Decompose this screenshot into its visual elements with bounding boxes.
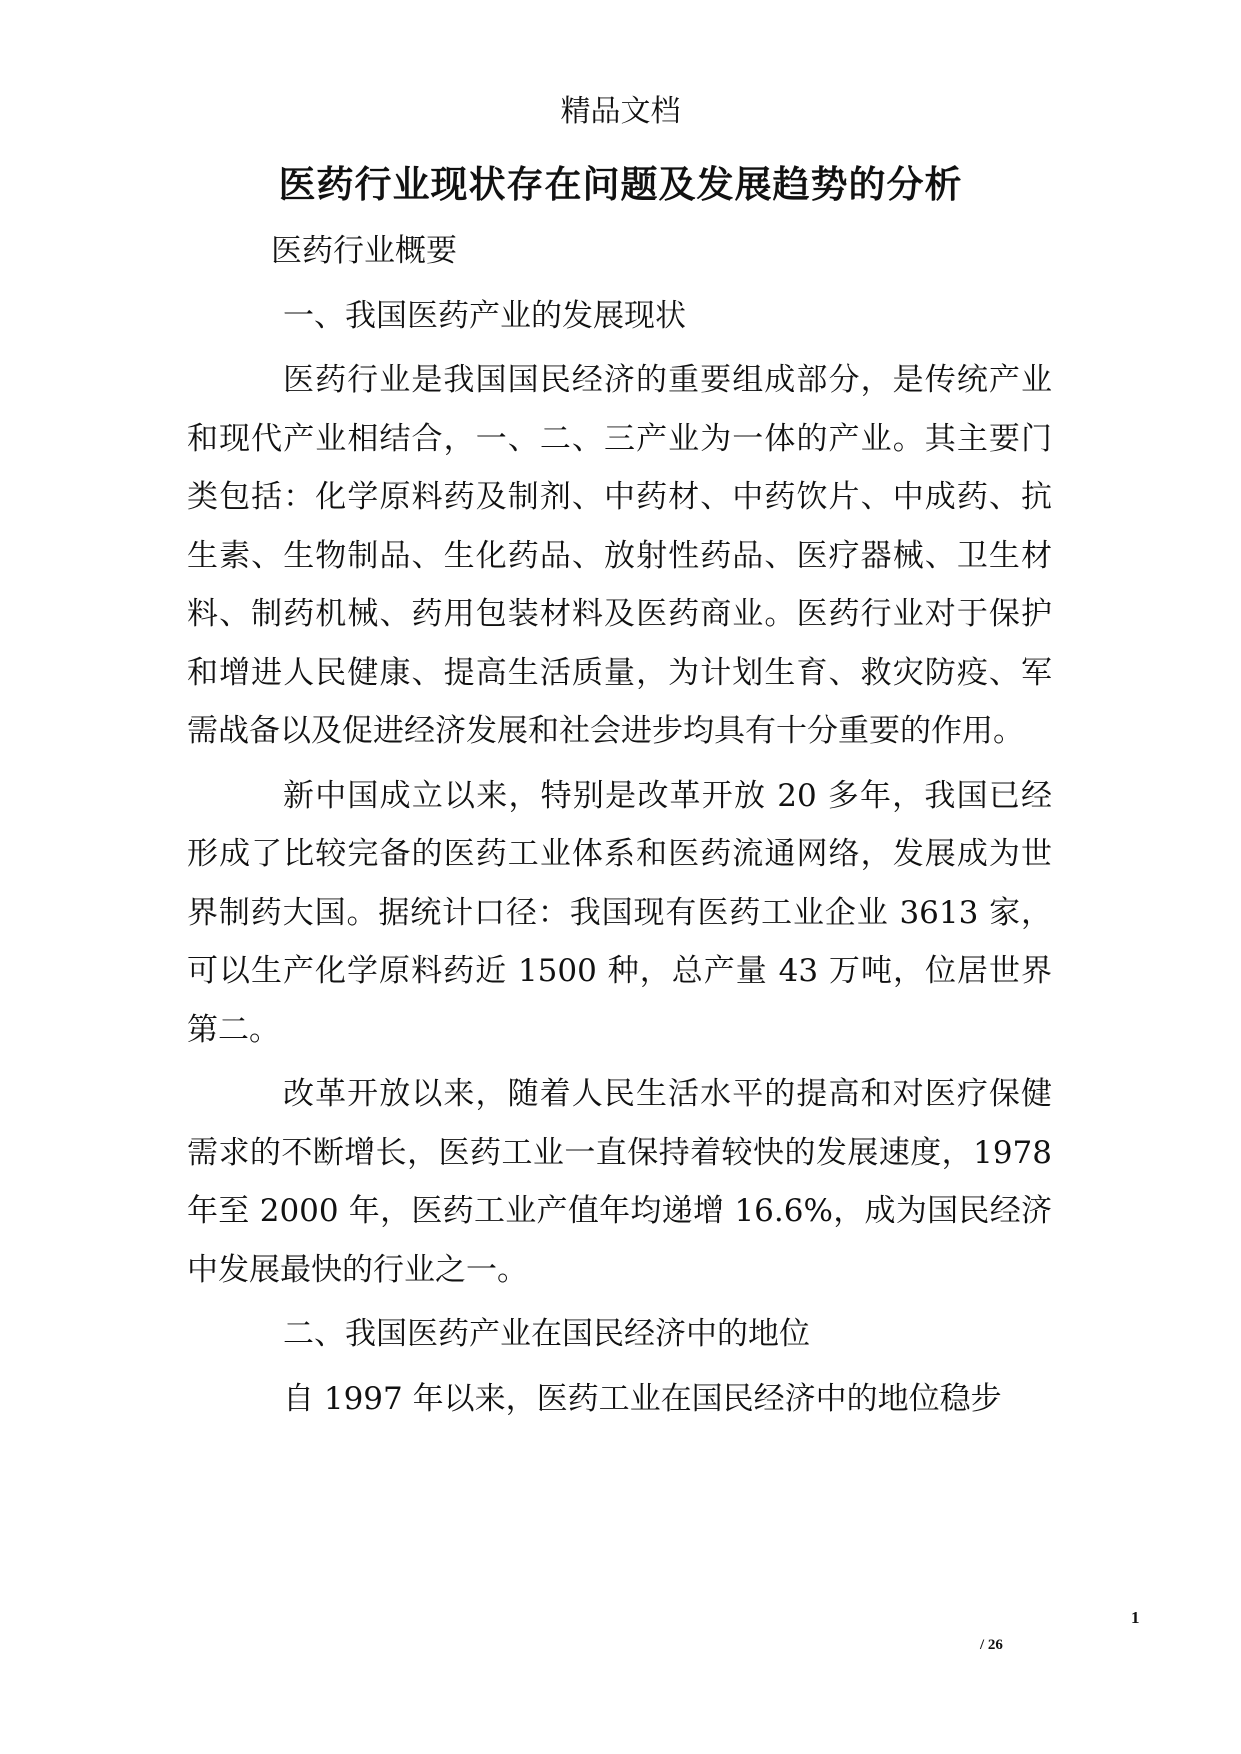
paragraph-position: 自 1997 年以来，医药工业在国民经济中的地位稳步	[283, 1380, 1002, 1417]
page-header: 精品文档	[560, 94, 681, 129]
document-title: 医药行业现状存在问题及发展趋势的分析	[278, 162, 963, 206]
paragraph-growth: 改革开放以来，随着人民生活水平的提高和对医疗保健需求的不断增长，医药工业一直保持着较快的发展速度，1978 年至 2000 年，医药工业产值年均递增 16.6%，成为国民经济中发展最快的行业之一。	[187, 1076, 1052, 1288]
section-heading-1: 一、我国医药产业的发展现状	[283, 297, 686, 334]
paragraph-industry-system: 新中国成立以来，特别是改革开放 20 多年，我国已经形成了比较完备的医药工业体系和医药流通网络，发展成为世界制药大国。据统计口径：我国现有医药工业企业 3613 家，可以生产化学原料药近 1500 种，总产量 43 万吨，位居世界第二。	[187, 777, 1052, 1048]
page-total: / 26	[980, 1637, 1003, 1653]
section-heading-overview: 医药行业概要	[271, 233, 457, 269]
document-body	[187, 222, 1052, 1434]
paragraph-industry-definition: 医药行业是我国国民经济的重要组成部分，是传统产业和现代产业相结合，一、二、三产业为一体的产业。其主要门类包括：化学原料药及制剂、中药材、中药饮片、中成药、抗生素、生物制品、生化药品、放射性药品、医疗器械、卫生材料、制药机械、药用包装材料及医药商业。医药行业对于保护和增进人民健康、提高生活质量，为计划生育、救灾防疫、军需战备以及促进经济发展和社会进步均具有十分重要的作用。	[187, 362, 1052, 749]
page-number: 1	[1131, 1608, 1140, 1627]
section-heading-2: 二、我国医药产业在国民经济中的地位	[283, 1316, 810, 1352]
